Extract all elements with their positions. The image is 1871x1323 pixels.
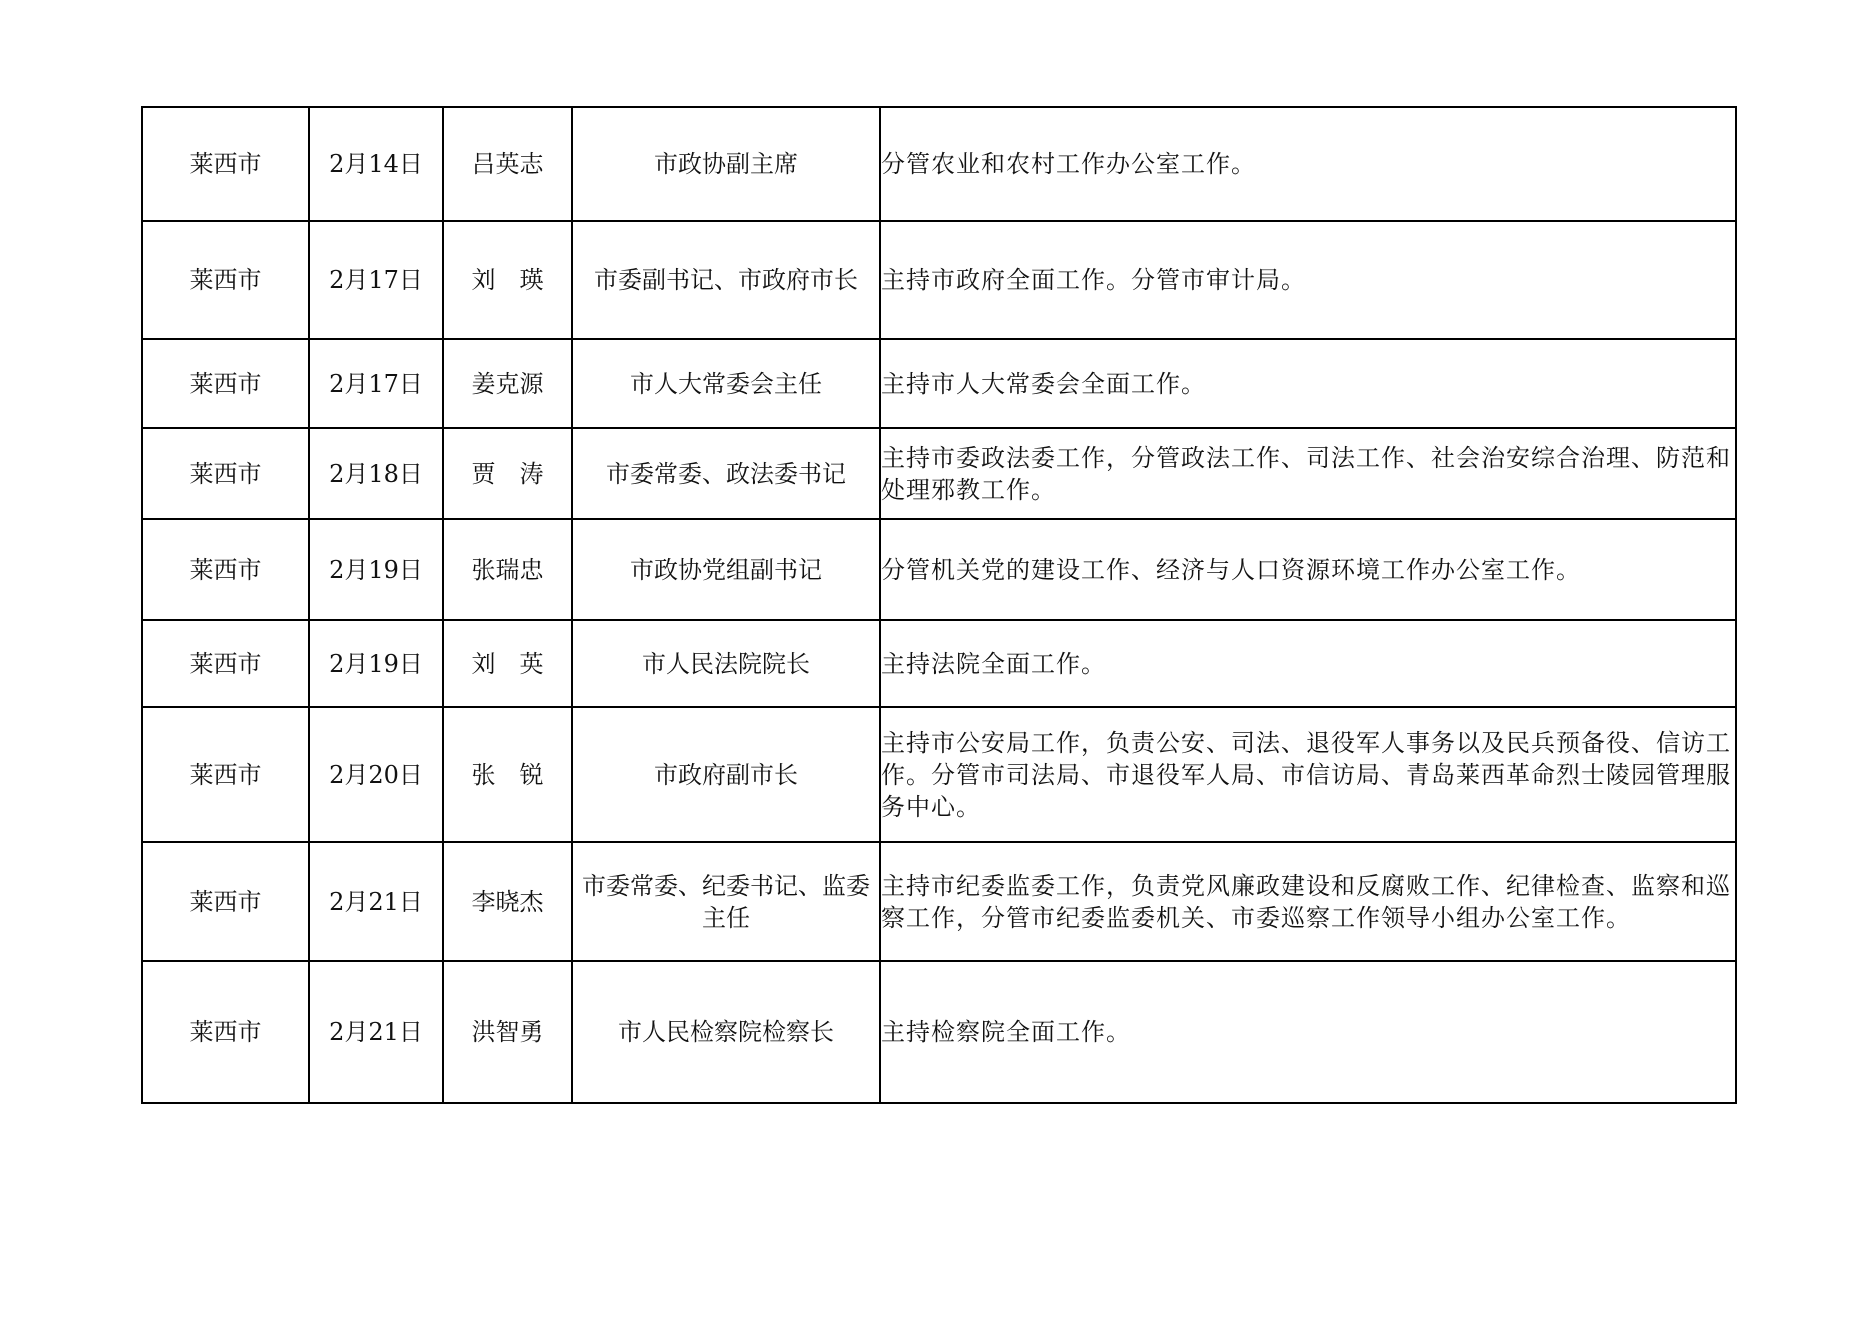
title-cell: 市人大常委会主任: [572, 339, 880, 428]
duties-cell: 分管农业和农村工作办公室工作。: [880, 107, 1736, 221]
title-cell: 市人民检察院检察长: [572, 961, 880, 1103]
date-cell: 2月20日: [309, 707, 443, 842]
city-cell: 莱西市: [142, 339, 309, 428]
duties-cell: 主持市纪委监委工作，负责党风廉政建设和反腐败工作、纪律检查、监察和巡察工作，分管市纪委监委机关、市委巡察工作领导小组办公室工作。: [880, 842, 1736, 961]
duties-cell: 主持市公安局工作，负责公安、司法、退役军人事务以及民兵预备役、信访工作。分管市司法局、市退役军人局、市信访局、青岛莱西革命烈士陵园管理服务中心。: [880, 707, 1736, 842]
date-cell: 2月17日: [309, 339, 443, 428]
table-row: [142, 428, 1736, 519]
city-cell: 莱西市: [142, 707, 309, 842]
duties-cell: 主持市人大常委会全面工作。: [880, 339, 1736, 428]
city-cell: 莱西市: [142, 620, 309, 707]
officials-table: [141, 106, 1737, 1104]
title-cell: 市人民法院院长: [572, 620, 880, 707]
duties-cell: 主持市委政法委工作，分管政法工作、司法工作、社会治安综合治理、防范和处理邪教工作。: [880, 428, 1736, 519]
title-cell: 市政协副主席: [572, 107, 880, 221]
city-cell: 莱西市: [142, 107, 309, 221]
title-cell: 市委副书记、市政府市长: [572, 221, 880, 339]
city-cell: 莱西市: [142, 519, 309, 620]
name-cell: 贾 涛: [443, 428, 572, 519]
date-cell: 2月18日: [309, 428, 443, 519]
name-cell: 刘 英: [443, 620, 572, 707]
city-cell: 莱西市: [142, 842, 309, 961]
duties-cell: 分管机关党的建设工作、经济与人口资源环境工作办公室工作。: [880, 519, 1736, 620]
table-row: [142, 620, 1736, 707]
table-row: [142, 519, 1736, 620]
duties-cell: 主持市政府全面工作。分管市审计局。: [880, 221, 1736, 339]
table-row: [142, 707, 1736, 842]
table-row: [142, 107, 1736, 221]
table-row: [142, 221, 1736, 339]
title-cell: 市政协党组副书记: [572, 519, 880, 620]
name-cell: 张 锐: [443, 707, 572, 842]
name-cell: 吕英志: [443, 107, 572, 221]
title-cell: 市委常委、政法委书记: [572, 428, 880, 519]
city-cell: 莱西市: [142, 961, 309, 1103]
table-row: [142, 961, 1736, 1103]
duties-cell: 主持法院全面工作。: [880, 620, 1736, 707]
title-cell: 市政府副市长: [572, 707, 880, 842]
name-cell: 李晓杰: [443, 842, 572, 961]
name-cell: 刘 瑛: [443, 221, 572, 339]
city-cell: 莱西市: [142, 428, 309, 519]
duties-cell: 主持检察院全面工作。: [880, 961, 1736, 1103]
name-cell: 洪智勇: [443, 961, 572, 1103]
date-cell: 2月21日: [309, 961, 443, 1103]
name-cell: 姜克源: [443, 339, 572, 428]
date-cell: 2月17日: [309, 221, 443, 339]
table-row: [142, 842, 1736, 961]
date-cell: 2月19日: [309, 620, 443, 707]
date-cell: 2月21日: [309, 842, 443, 961]
date-cell: 2月19日: [309, 519, 443, 620]
title-cell: 市委常委、纪委书记、监委主任: [572, 842, 880, 961]
table-row: [142, 339, 1736, 428]
city-cell: 莱西市: [142, 221, 309, 339]
name-cell: 张瑞忠: [443, 519, 572, 620]
date-cell: 2月14日: [309, 107, 443, 221]
